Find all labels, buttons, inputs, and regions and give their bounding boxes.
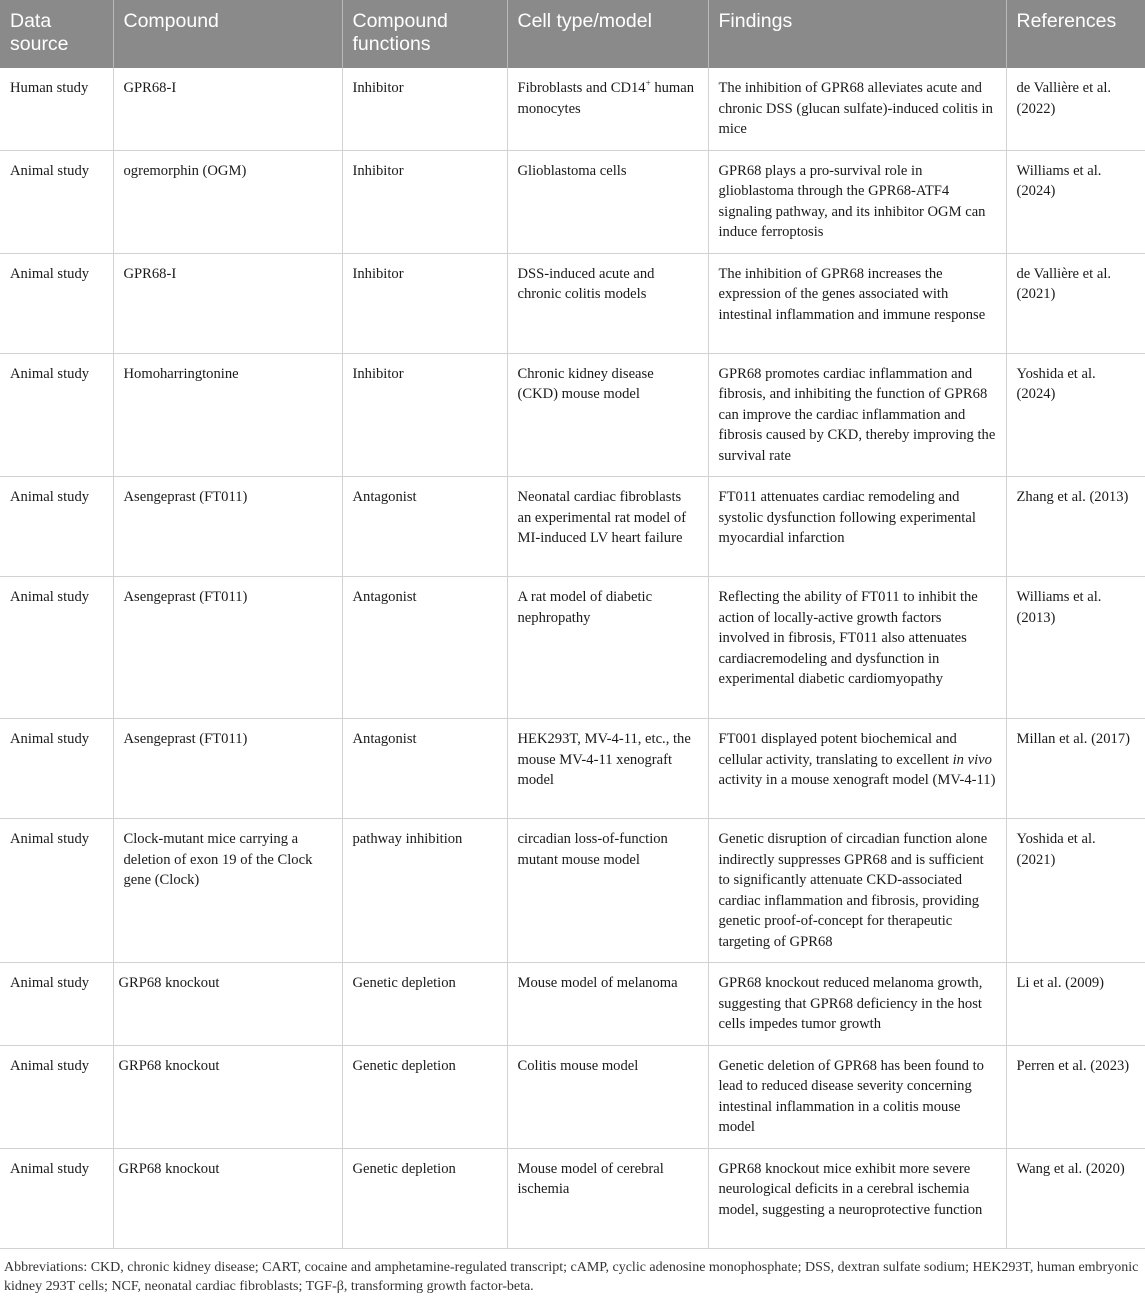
- cell-model-text-after: human monocytes: [517, 80, 695, 117]
- cell-findings: GPR68 promotes cardiac inflammation and fibrosis, and inhibiting the function of GPR68 can improve the cardiac inflammation and fibrosis caused by CKD, thereby improving the survival rate: [708, 353, 1006, 477]
- cell-data-source: Animal study: [0, 1045, 113, 1148]
- table-row: [0, 150, 1145, 253]
- table-row: [0, 719, 1145, 819]
- table-row: [0, 963, 1145, 1046]
- cell-compound: GRP68 knockout: [113, 1045, 342, 1148]
- cell-compound: GPR68-I: [113, 68, 342, 150]
- cell-data-source: Animal study: [0, 1148, 113, 1248]
- cell-findings-italic: in vivo: [952, 751, 992, 768]
- cell-model: HEK293T, MV-4-11, etc., the mouse MV-4-11 xenograft model: [507, 719, 708, 819]
- table-row: [0, 477, 1145, 577]
- cell-compound: GRP68 knockout: [113, 1148, 342, 1248]
- cell-data-source: Animal study: [0, 719, 113, 819]
- cell-findings: The inhibition of GPR68 increases the expression of the genes associated with intestinal inflammation and immune response: [708, 253, 1006, 353]
- cell-compound: GRP68 knockout: [113, 963, 342, 1046]
- cell-findings: GPR68 plays a pro-survival role in glioblastoma through the GPR68-ATF4 signaling pathway, and its inhibitor OGM can induce ferroptosis: [708, 150, 1006, 253]
- cell-findings: [708, 719, 1006, 819]
- table-row: [0, 1045, 1145, 1148]
- cell-compound: Asengeprast (FT011): [113, 477, 342, 577]
- cell-model: Neonatal cardiac fibroblasts an experimental rat model of MI-induced LV heart failure: [507, 477, 708, 577]
- cell-reference: Yoshida et al. (2021): [1006, 819, 1145, 963]
- cell-reference: Zhang et al. (2013): [1006, 477, 1145, 577]
- table-row: [0, 68, 1145, 150]
- table-row: [0, 577, 1145, 719]
- header-row: [0, 0, 1145, 68]
- cell-reference: Williams et al. (2013): [1006, 577, 1145, 719]
- cell-compound-function: Inhibitor: [342, 253, 507, 353]
- cell-compound-function: Genetic depletion: [342, 1045, 507, 1148]
- cell-data-source: Animal study: [0, 963, 113, 1046]
- cell-compound-function: Inhibitor: [342, 150, 507, 253]
- table-body: [0, 68, 1145, 1248]
- header-references: References: [1006, 0, 1145, 68]
- header-compound-functions: Compound functions: [342, 0, 507, 68]
- cell-data-source: Animal study: [0, 150, 113, 253]
- cell-compound: ogremorphin (OGM): [113, 150, 342, 253]
- table-footnote: Abbreviations: CKD, chronic kidney disease; CART, cocaine and amphetamine-regulated transcript; cAMP, cyclic adenosine monophosphate; DSS, dextran sulfate sodium; HEK293T, human embryonic kidney 293T cells; NCF, neonatal cardiac fibroblasts; TGF-β, transforming growth factor-beta.: [4, 1259, 1139, 1294]
- cell-findings-text: FT001 displayed potent biochemical and cellular activity, translating to excellent: [718, 731, 957, 768]
- cell-compound-function: Genetic depletion: [342, 1148, 507, 1248]
- cell-reference: Li et al. (2009): [1006, 963, 1145, 1046]
- cell-findings: Genetic deletion of GPR68 has been found to lead to reduced disease severity concerning intestinal inflammation in a colitis mouse model: [708, 1045, 1006, 1148]
- cell-reference: de Vallière et al. (2022): [1006, 68, 1145, 150]
- table-row: [0, 819, 1145, 963]
- cell-data-source: Animal study: [0, 353, 113, 477]
- cell-model-text: Fibroblasts and CD14: [517, 80, 646, 96]
- cell-compound: GPR68-I: [113, 253, 342, 353]
- cell-compound: Homoharringtonine: [113, 353, 342, 477]
- cell-model: Glioblastoma cells: [507, 150, 708, 253]
- cell-reference: Millan et al. (2017): [1006, 719, 1145, 819]
- cell-compound-function: Antagonist: [342, 719, 507, 819]
- cell-data-source: Animal study: [0, 819, 113, 963]
- cell-reference: Williams et al. (2024): [1006, 150, 1145, 253]
- cell-compound-function: Genetic depletion: [342, 963, 507, 1046]
- header-compound: Compound: [113, 0, 342, 68]
- cell-findings: The inhibition of GPR68 alleviates acute and chronic DSS (glucan sulfate)-induced colitis in mice: [708, 68, 1006, 150]
- header-cell-type-model: Cell type/model: [507, 0, 708, 68]
- cell-data-source: Human study: [0, 68, 113, 150]
- cell-reference: de Vallière et al. (2021): [1006, 253, 1145, 353]
- cell-model: DSS-induced acute and chronic colitis models: [507, 253, 708, 353]
- cell-model: circadian loss-of-function mutant mouse model: [507, 819, 708, 963]
- cell-compound: Asengeprast (FT011): [113, 577, 342, 719]
- cell-compound-function: Antagonist: [342, 577, 507, 719]
- cell-compound: Clock-mutant mice carrying a deletion of exon 19 of the Clock gene (Clock): [113, 819, 342, 963]
- cell-compound: Asengeprast (FT011): [113, 719, 342, 819]
- cell-compound-function: Antagonist: [342, 477, 507, 577]
- cell-findings: Reflecting the ability of FT011 to inhibit the action of locally-active growth factors involved in fibrosis, FT011 also attenuates cardiacremodeling and dysfunction in experimental diabetic cardiomyopathy: [708, 577, 1006, 719]
- cell-compound-function: pathway inhibition: [342, 819, 507, 963]
- cell-findings: Genetic disruption of circadian function alone indirectly suppresses GPR68 and is sufficient to significantly attenuate CKD-associated cardiac inflammation and fibrosis, providing genetic proof-of-concept for therapeutic targeting of GPR68: [708, 819, 1006, 963]
- cell-model: Chronic kidney disease (CKD) mouse model: [507, 353, 708, 477]
- cell-reference: Wang et al. (2020): [1006, 1148, 1145, 1248]
- cell-reference: Yoshida et al. (2024): [1006, 353, 1145, 477]
- cell-model: A rat model of diabetic nephropathy: [507, 577, 708, 719]
- cell-model: Mouse model of melanoma: [507, 963, 708, 1046]
- cell-findings: FT011 attenuates cardiac remodeling and systolic dysfunction following experimental myocardial infarction: [708, 477, 1006, 577]
- table-row: [0, 1148, 1145, 1248]
- cell-reference: Perren et al. (2023): [1006, 1045, 1145, 1148]
- cell-findings: GPR68 knockout reduced melanoma growth, suggesting that GPR68 deficiency in the host cells impedes tumor growth: [708, 963, 1006, 1046]
- cell-compound-function: Inhibitor: [342, 68, 507, 150]
- superscript-plus: +: [645, 78, 651, 88]
- header-data-source: Data source: [0, 0, 113, 68]
- table-row: [0, 353, 1145, 477]
- cell-data-source: Animal study: [0, 477, 113, 577]
- cell-model: Mouse model of cerebral ischemia: [507, 1148, 708, 1248]
- cell-compound-function: Inhibitor: [342, 353, 507, 477]
- cell-model: [507, 68, 708, 150]
- cell-model: Colitis mouse model: [507, 1045, 708, 1148]
- cell-data-source: Animal study: [0, 253, 113, 353]
- header-findings: Findings: [708, 0, 1006, 68]
- cell-findings-text-after: activity in a mouse xenograft model (MV-4-11): [718, 772, 996, 788]
- table-row: [0, 253, 1145, 353]
- cell-data-source: Animal study: [0, 577, 113, 719]
- table-header: [0, 0, 1145, 68]
- cell-findings: GPR68 knockout mice exhibit more severe neurological deficits in a cerebral ischemia model, suggesting a neuroprotective function: [708, 1148, 1006, 1248]
